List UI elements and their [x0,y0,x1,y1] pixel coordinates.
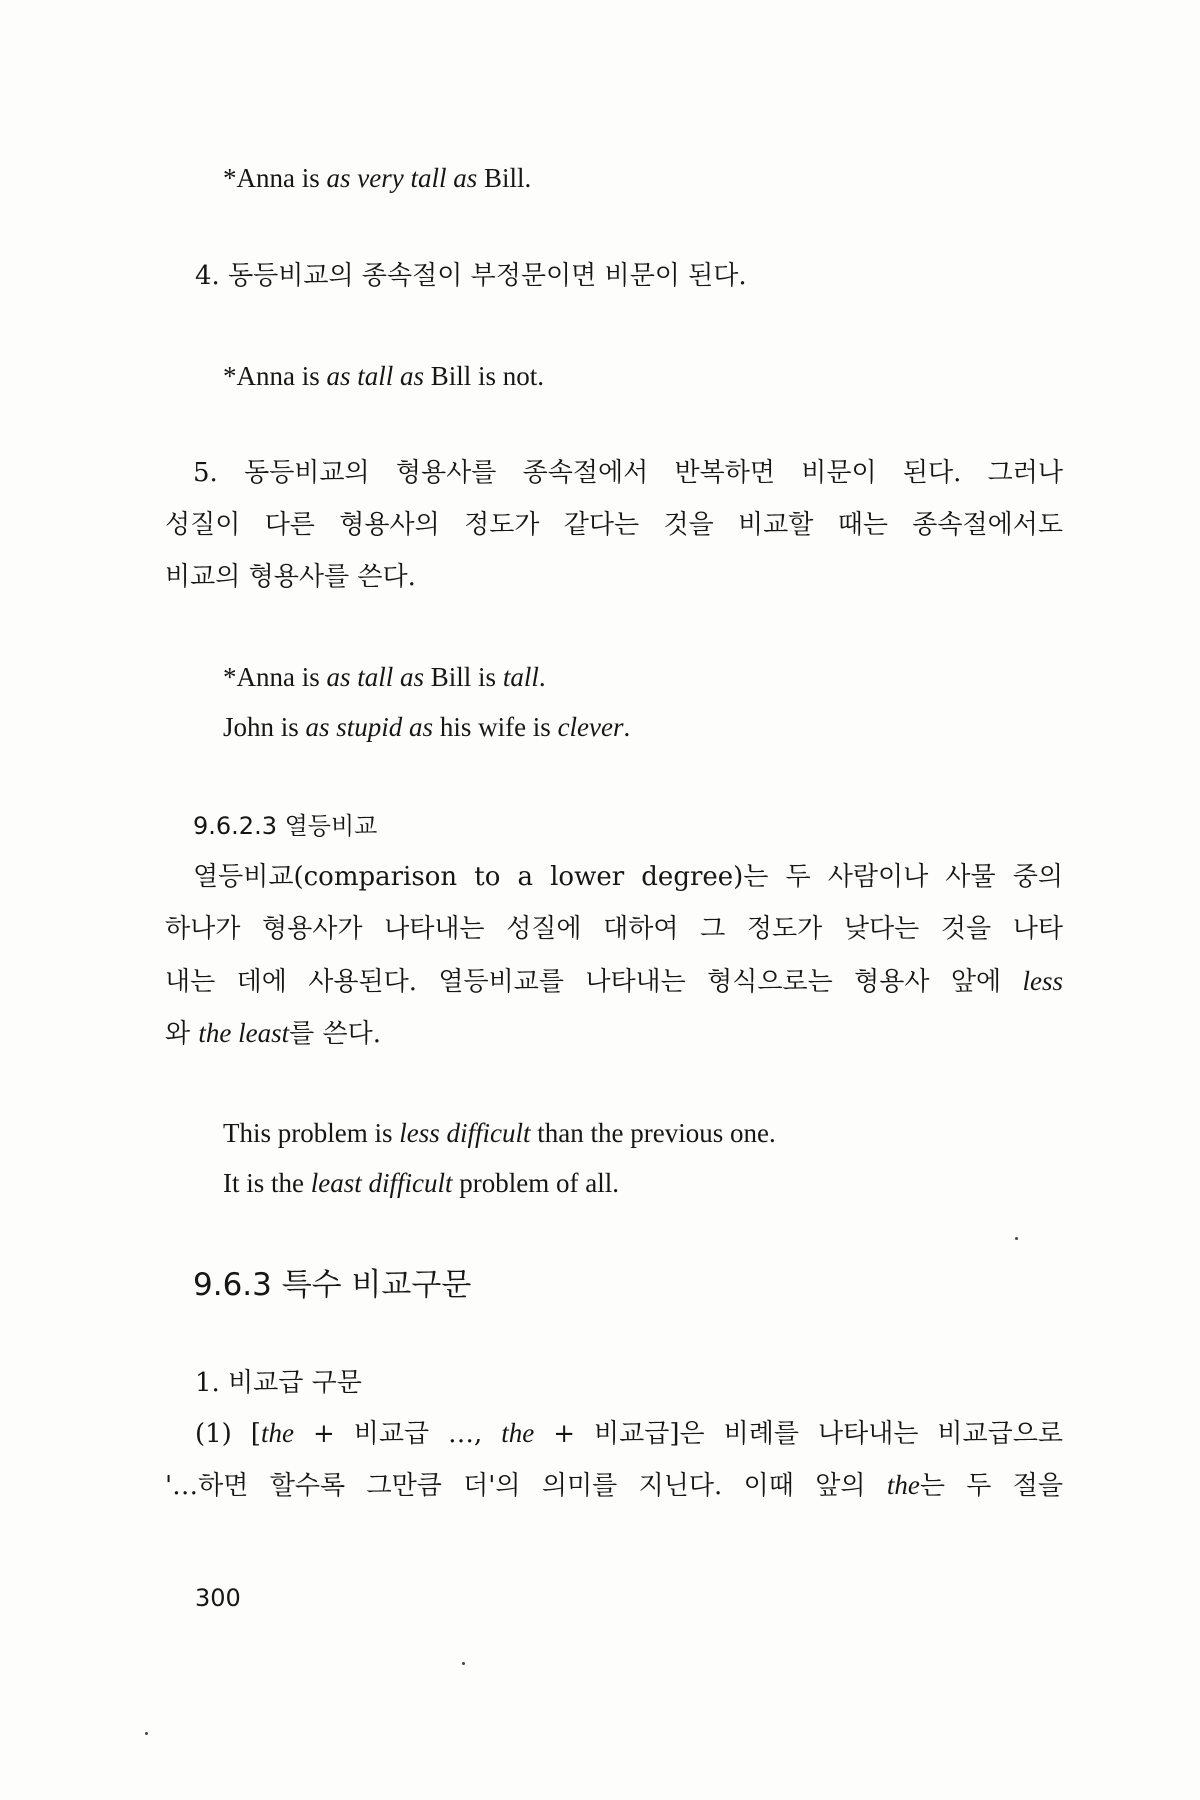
rule-item-4: 4. 동등비교의 종속절이 부정문이면 비문이 된다. [195,261,747,291]
example-sentence-2: *Anna is as tall as Bill is not. [223,361,545,391]
paragraph-1-line-2: '…하면 할수록 그만큼 더'의 의미를 지닌다. 이때 앞의 the는 두 절을 [165,1470,1064,1501]
paragraph-9-6-2-3-line-1: 열등비교(comparison to a lower degree)는 두 사람이나 사물 중의 [193,862,1063,892]
section-heading-9-6-3: 9.6.3 특수 비교구문 [193,1267,472,1303]
rule-item-1: 1. 비교급 구문 [195,1368,362,1398]
example-sentence-1: *Anna is as very tall as Bill. [223,163,532,193]
paragraph-1-line-1: (1) [the + 비교급 …, the + 비교급]은 비례를 나타내는 비교급으로 [195,1418,1063,1449]
example-sentence-5: This problem is less difficult than the previous one. [223,1118,776,1148]
ungrammatical-mark: * [223,662,237,692]
paragraph-9-6-2-3-line-4: 와 the least를 쓴다. [165,1018,382,1049]
example-sentence-3: *Anna is as tall as Bill is tall. [223,662,546,692]
paragraph-9-6-2-3-line-3: 내는 데에 사용된다. 열등비교를 나타내는 형식으로는 형용사 앞에 less [165,966,1063,997]
example-sentence-6: It is the least difficult problem of all. [223,1168,619,1198]
scan-speck [462,1662,465,1665]
scan-speck [145,1732,148,1735]
example-sentence-4: John is as stupid as his wife is clever. [223,712,631,742]
ungrammatical-mark: * [223,361,237,391]
scan-speck [1015,1237,1018,1240]
section-heading-9-6-2-3: 9.6.2.3 열등비교 [193,812,378,840]
rule-item-5-line-2: 성질이 다른 형용사의 정도가 같다는 것을 비교할 때는 종속절에서도 [165,510,1063,540]
rule-item-5-line-3: 비교의 형용사를 쓴다. [165,562,416,592]
rule-item-5-line-1: 5. 동등비교의 형용사를 종속절에서 반복하면 비문이 된다. 그러나 [193,458,1063,488]
page-number: 300 [195,1584,241,1612]
ungrammatical-mark: * [223,163,237,193]
paragraph-9-6-2-3-line-2: 하나가 형용사가 나타내는 성질에 대하여 그 정도가 낮다는 것을 나타 [165,914,1063,944]
